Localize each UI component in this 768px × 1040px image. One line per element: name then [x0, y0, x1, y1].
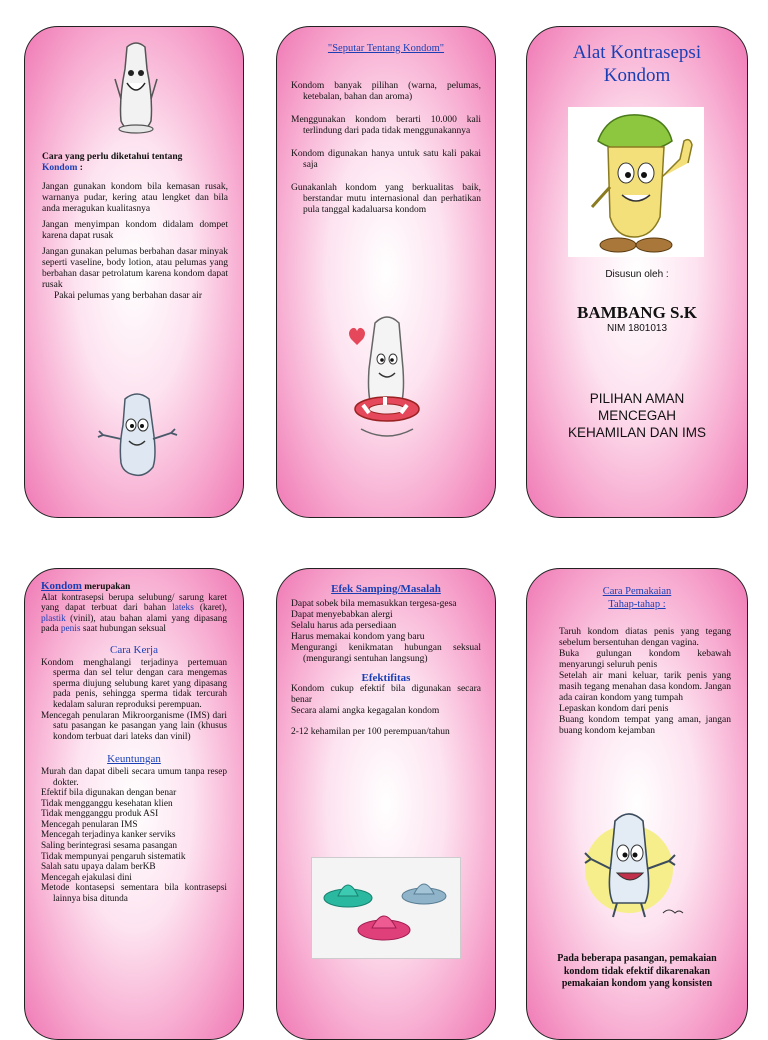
plastik-link[interactable]: plastik: [41, 613, 66, 624]
care-tip-item: Jangan menyimpan kondom didalam dompet karena dapat rusak: [42, 220, 228, 241]
about-condoms-title: "Seputar Tentang Kondom": [327, 43, 445, 54]
about-item: Gunakanlah kondom yang berkualitas baik, berstandar mutu internasional dan perhatikan pula tanggal kadaluarsa kondom: [291, 183, 481, 215]
usage-step: Buka gulungan kondom kebawah menyarungi seluruh penis: [559, 649, 731, 670]
panel-definition: [24, 568, 244, 1040]
side-effects-heading: Efek Samping/Masalah: [331, 583, 441, 595]
care-tip-item: Jangan gunakan kondom bila kemasan rusak, warnanya pudar, kering atau lengket dan bila anda meragukan kualitasnya: [42, 182, 228, 214]
cover-tagline: PILIHAN AMAN MENCEGAH KEHAMILAN DAN IMS: [567, 391, 707, 440]
smiling-condom-illustration: [107, 39, 165, 139]
effectiveness-item: Secara alami angka kegagalan kondom: [291, 706, 440, 716]
about-item: Kondom digunakan hanya untuk satu kali pakai saja: [291, 149, 481, 170]
usage-heading: Cara Pemakaian Tahap-tahap :: [602, 586, 672, 610]
benefit-item: Tidak mengganggu produk ASI: [41, 809, 159, 820]
benefit-item: Salah satu upaya dalam berKB: [41, 862, 156, 873]
about-item: Menggunakan kondom berarti 10.000 kali terlindung dari pada tidak menggunakannya: [291, 115, 481, 136]
about-condoms-list: [291, 81, 481, 216]
failure-rate: 2-12 kehamilan per 100 perempuan/tahun: [291, 727, 450, 737]
side-effect-item: Dapat sobek bila memasukkan tergesa-gesa: [291, 599, 457, 609]
cover-title: Alat Kontrasepsi Kondom: [572, 42, 702, 86]
benefit-item: Mencegah penularan IMS: [41, 819, 138, 830]
definition-term: Kondom: [41, 580, 82, 592]
benefit-item: Metode kontasepsi sementara bila kontrasepsi lainnya bisa ditunda: [41, 883, 227, 905]
panel-care-tips: [24, 26, 244, 518]
compiled-by-label: Disusun oleh :: [605, 269, 669, 280]
side-effect-item: Dapat menyebabkan alergi: [291, 610, 393, 620]
waving-condom-illustration: [95, 389, 185, 481]
usage-step: Setelah air mani keluar, tarik penis yang masih tegang menahan dasa kondom. Jangan ada cairan kondom yang tumpah: [559, 671, 731, 703]
usage-step: Buang kondom tempat yang aman, jangan buang kondom kejamban: [559, 715, 731, 736]
cover-mascot-image: [568, 107, 704, 257]
side-effect-item: Mengurangi kenikmatan hubungan seksual (mengurangi sentuhan langsung): [291, 643, 481, 664]
penis-link[interactable]: penis: [60, 624, 81, 635]
panel-cover: [526, 26, 748, 518]
panel-about-condoms: [276, 26, 496, 518]
panel-usage: [526, 568, 748, 1040]
care-tip-item: Jangan gunakan pelumas berbahan dasar minyak seperti vaseline, body lotion, atau pelumas yang berbahan dasar petrolatum karena kondom dapat rusak: [42, 247, 228, 290]
keuntungan-heading: Keuntungan: [107, 753, 161, 766]
colored-condoms-image: [312, 858, 460, 958]
mechanism-item: Mencegah penularan Mikroorganisme (IMS) dari satu pasangan ke pasangan yang lain (khusus kondom terbuat dari lateks dan vinil): [41, 710, 227, 742]
definition-content: Kondom merupakan Alat kontrasepsi berupa selubung/ sarung karet yang dapat terbuat dari bahan lateks (karet), plastik (vinil), atau bahan alami yang dipasang pada penis saat hubungan seksual Cara Kerja Kondom menghalangi terjadinya pertemuan sperma dan sel telur dengan cara mengemas sperma diujung selubung karet yang dipasang pada penis, sehingga sperma tidak tercurah kedalam saluran reproduksi perempuan. Mencegah penularan Mikroorganisme (IMS) dari satu pasangan ke pasangan yang lain (khusus kondom terbuat dari lateks dan vinil) Keuntungan Murah dan dapat dibeli secara umum tanpa resep dokter. Efektif bila digunakan dengan benar Tidak mengganggu kesehatan klien Tidak mengganggu produk ASI Mencegah penularan IMS Mencegah terjadinya kanker serviks Saling berintegrasi sesama pasangan Tidak mempunyai pengaruh sistematik Salah satu upaya dalam berKB Mencegah ejakulasi dini Metode kontasepsi sementara bila kontrasepsi lainnya bisa ditunda: [41, 580, 227, 905]
usage-step: Taruh kondom diatas penis yang tegang sebelum bersentuhan dengan vagina.: [559, 627, 731, 648]
benefit-item: Efektif bila digunakan dengan benar: [41, 788, 177, 799]
side-effect-item: Harus memakai kondom yang baru: [291, 632, 425, 642]
efektifitas-heading: Efektifitas: [361, 672, 411, 684]
student-id: NIM 1801013: [606, 323, 668, 334]
side-effect-item: Selalu harus ada persediaan: [291, 621, 397, 631]
lateks-link[interactable]: lateks: [172, 603, 194, 614]
side-effects-content: [291, 599, 481, 738]
definition-text: Alat kontrasepsi berupa selubung/ sarung karet yang dapat terbuat dari bahan lateks (karet), plastik (vinil), atau bahan alami yang dipasang pada penis saat hubungan seksual: [41, 592, 227, 635]
care-tips-heading: Cara yang perlu diketahui tentang Kondom :: [42, 152, 183, 173]
happy-condom-illustration: [573, 807, 697, 925]
condom-colors-photo: [311, 857, 461, 959]
about-item: Kondom banyak pilihan (warna, pelumas, ketebalan, bahan dan aroma): [291, 81, 481, 102]
benefit-item: Tidak mengganggu kesehatan klien: [41, 798, 173, 809]
mechanism-item: Kondom menghalangi terjadinya pertemuan sperma dan sel telur dengan cara mengemas sperma diujung selubung karet yang dipasang pada penis, sehingga sperma tidak tercurah kedalam saluran reproduksi perempuan.: [41, 657, 227, 710]
thumbs-up-condom-mascot: [568, 107, 704, 257]
usage-steps: [559, 627, 731, 737]
benefit-item: Tidak mempunyai pengaruh sistematik: [41, 851, 186, 862]
cara-kerja-heading: Cara Kerja: [110, 643, 158, 656]
benefit-item: Mencegah ejakulasi dini: [41, 872, 132, 883]
benefit-item: Saling berintegrasi sesama pasangan: [41, 841, 178, 852]
benefit-item: Murah dan dapat dibeli secara umum tanpa resep dokter.: [41, 766, 227, 788]
benefit-item: Mencegah terjadinya kanker serviks: [41, 830, 176, 841]
care-tips-content: [42, 152, 228, 307]
usage-step: Lepaskan kondom dari penis: [559, 704, 669, 714]
author-name: BAMBANG S.K: [577, 303, 697, 322]
care-tip-item: Pakai pelumas yang berbahan dasar air: [54, 291, 202, 301]
closing-note: Pada beberapa pasangan, pemakaian kondom tidak efektif dikarenakan pemakaian kondom yang konsisten: [557, 953, 717, 989]
panel-side-effects: [276, 568, 496, 1040]
benefits-list: [41, 767, 227, 905]
effectiveness-item: Kondom cukup efektif bila digunakan secara benar: [291, 684, 481, 705]
condom-with-lifebuoy-illustration: [341, 309, 431, 449]
